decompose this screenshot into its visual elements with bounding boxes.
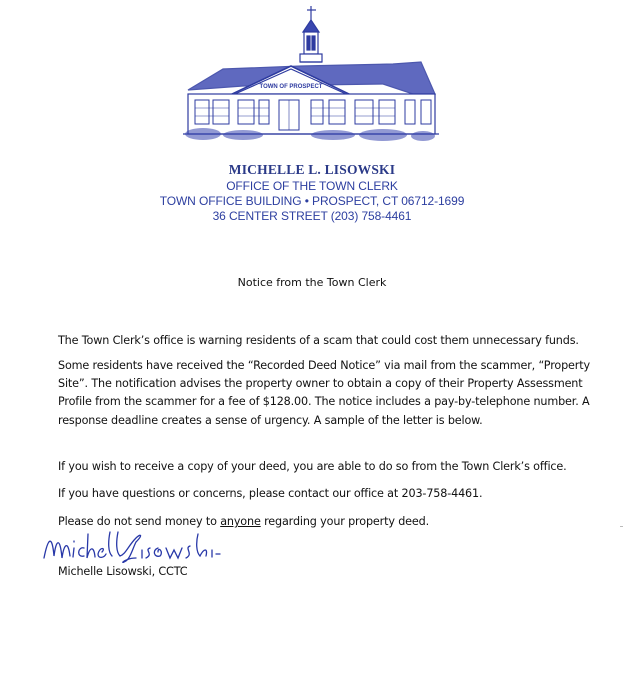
cupola-roof xyxy=(303,20,319,32)
logo-caption: TOWN OF PROSPECT xyxy=(259,84,323,90)
paragraph-warning: The Town Clerk’s office is warning residents of a scam that could cost them unnecessary funds. xyxy=(58,334,579,347)
town-hall-logo xyxy=(183,4,439,150)
scan-artifact xyxy=(620,526,623,527)
street-address-phone: 36 CENTER STREET (203) 758-4461 xyxy=(212,209,412,223)
paragraph-deed-copy: If you wish to receive a copy of your deed, you are able to do so from the Town Clerk’s office. xyxy=(58,460,567,473)
cupola xyxy=(304,32,318,54)
notice-title: Notice from the Town Clerk xyxy=(237,276,387,289)
clerk-name: MICHELLE L. LISOWSKI xyxy=(228,162,396,177)
building-address: TOWN OFFICE BUILDING • PROSPECT, CT 06712-1699 xyxy=(159,194,465,208)
office-title: OFFICE OF THE TOWN CLERK xyxy=(226,179,398,193)
closing-emphasis: anyone xyxy=(220,515,261,528)
closing-before: Please do not send money to xyxy=(58,515,221,528)
handwritten-signature xyxy=(40,528,250,568)
paragraph-scam-details: Some residents have received the “Recorded Deed Notice” via mail from the scammer, “Property Site”. The notification advises the property owner to obtain a copy of their Property Assessment Profile from the scammer for a fee of $128.00. The notice includes a pay-by-telephone number. A response deadline creates a sense of urgency. A sample of the letter is below. xyxy=(58,359,590,427)
paragraph-contact: If you have questions or concerns, please contact our office at 203-758-4461. xyxy=(58,487,483,500)
signer-name: Michelle Lisowski, CCTC xyxy=(58,565,188,578)
closing-after: regarding your property deed. xyxy=(260,515,429,528)
